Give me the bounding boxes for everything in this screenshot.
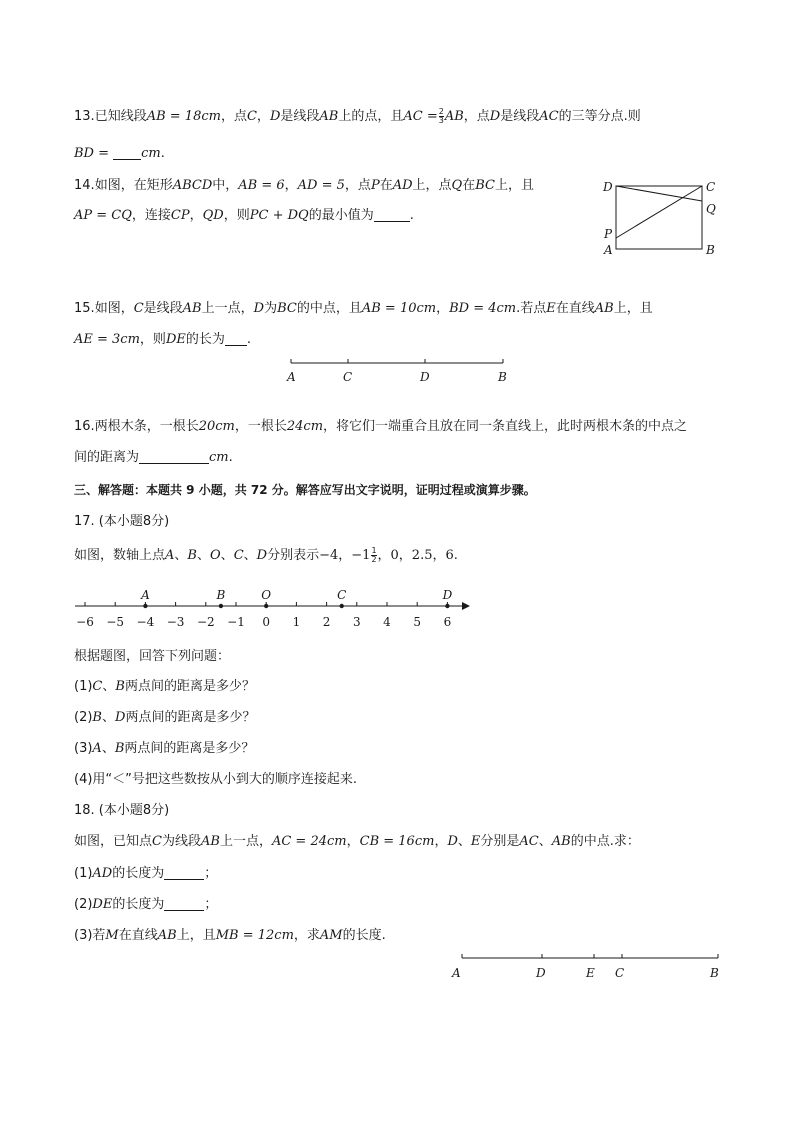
q14-line1: 14.如图，在矩形ABCD中，AB = 6，AD = 5，点P在AD上，点Q在BC上，且 [74, 178, 534, 193]
fraction-one-half: $\frac{1}{2}$ [371, 546, 377, 564]
tick-label: 5 [413, 615, 422, 629]
answer-blank[interactable] [113, 145, 141, 160]
tick-label: −6 [76, 615, 94, 629]
q18-stem: 如图，已知点C为线段AB上一点，AC = 24cm，CB = 16cm，D、E分别是AC、AB的中点.求： [74, 834, 640, 849]
rectangle-abcd [616, 186, 702, 249]
point-label-b: B [216, 588, 226, 602]
label-a: A [287, 370, 296, 384]
label-q: Q [706, 202, 716, 216]
q18-heading: 18. (本小题8分) [74, 803, 170, 818]
tick-label: 1 [292, 615, 301, 629]
segment-figure-q18 [448, 950, 728, 982]
rectangle-figure [598, 176, 728, 262]
label-c: C [706, 180, 716, 194]
tick-label: 2 [322, 615, 331, 629]
q18-part2: (2)DE的长度为 ； [74, 897, 218, 912]
q17-part4: (4)用“＜”号把这些数按从小到大的顺序连接起来. [74, 772, 358, 787]
answer-blank[interactable] [139, 449, 209, 464]
point-o [264, 604, 268, 608]
q16-line1: 16.两根木条，一根长20cm，一根长24cm，将它们一端重合且放在同一条直线上，此时两根木条的中点之 [74, 419, 688, 434]
point-label-a: A [141, 588, 150, 602]
q17-part1: (1)C、B两点间的距离是多少？ [74, 679, 255, 694]
tick-label: −5 [106, 615, 125, 629]
point-a [143, 604, 147, 608]
label-d: D [536, 966, 546, 980]
label-a: A [452, 966, 461, 980]
axis-arrow-icon [462, 602, 470, 610]
tick-label: −2 [196, 615, 215, 629]
tick-label: −4 [136, 615, 155, 629]
tick-label: −1 [227, 615, 245, 629]
point-label-o: O [261, 588, 272, 602]
q13-line1: 13.已知线段AB = 18cm，点C，D是线段AB上的点，且AC = $\frac{2}{3}$ AB，点D是线段AC的三等分点.则 [74, 107, 641, 125]
tick-label: 3 [352, 615, 361, 629]
point-b [219, 604, 223, 608]
q17-stem: 如图，数轴上点A、B、O、C、D分别表示−4，−1 $\frac{1}{2}$ ，0，2.5，6. [74, 546, 458, 564]
q18-part1: (1)AD的长度为 ； [74, 866, 218, 881]
tick-label: 4 [383, 615, 391, 629]
number-line [70, 583, 480, 631]
q17-part3: (3)A、B两点间的距离是多少？ [74, 741, 255, 756]
label-d: D [603, 180, 613, 194]
label-c: C [615, 966, 625, 980]
label-d: D [420, 370, 430, 384]
q17-part2: (2)B、D两点间的距离是多少？ [74, 710, 256, 725]
q16-line2: 间的距离为 cm. [74, 450, 233, 465]
tick-label: 6 [443, 615, 452, 629]
label-b: B [706, 243, 715, 257]
label-a: A [604, 243, 613, 257]
label-b: B [498, 370, 507, 384]
point-label-c: C [337, 588, 347, 602]
tick-label: −3 [166, 615, 185, 629]
answer-blank[interactable] [164, 896, 204, 911]
q15-line2: AE = 3cm，则DE的长为 . [74, 332, 252, 347]
tick-label: 0 [262, 615, 271, 629]
q17-intro: 根据题图，回答下列问题： [74, 649, 231, 664]
point-label-d: D [442, 588, 453, 602]
label-p: P [604, 227, 613, 241]
answer-blank[interactable] [225, 331, 247, 346]
answer-blank[interactable] [164, 865, 204, 880]
q14-line2: AP = CQ，连接CP，QD，则PC + DQ的最小值为 . [74, 208, 414, 223]
point-d [445, 604, 449, 608]
answer-blank[interactable] [374, 207, 410, 222]
label-c: C [343, 370, 353, 384]
section-heading: 三、解答题：本题共 9 小题，共 72 分。解答应写出文字说明，证明过程或演算步骤。 [74, 483, 536, 497]
q13-line2: BD = cm. [74, 146, 165, 161]
q17-heading: 17. (本小题8分) [74, 514, 170, 529]
segment-figure-q15 [282, 356, 512, 386]
label-e: E [586, 966, 595, 980]
fraction-two-thirds: $\frac{2}{3}$ [438, 107, 444, 125]
label-b: B [710, 966, 719, 980]
q18-part3: (3)若M在直线AB上，且MB = 12cm，求AM的长度. [74, 928, 386, 943]
point-c [340, 604, 344, 608]
q15-line1: 15.如图，C是线段AB上一点，D为BC的中点，且AB = 10cm，BD = 4cm.若点E在直线AB上，且 [74, 301, 653, 316]
